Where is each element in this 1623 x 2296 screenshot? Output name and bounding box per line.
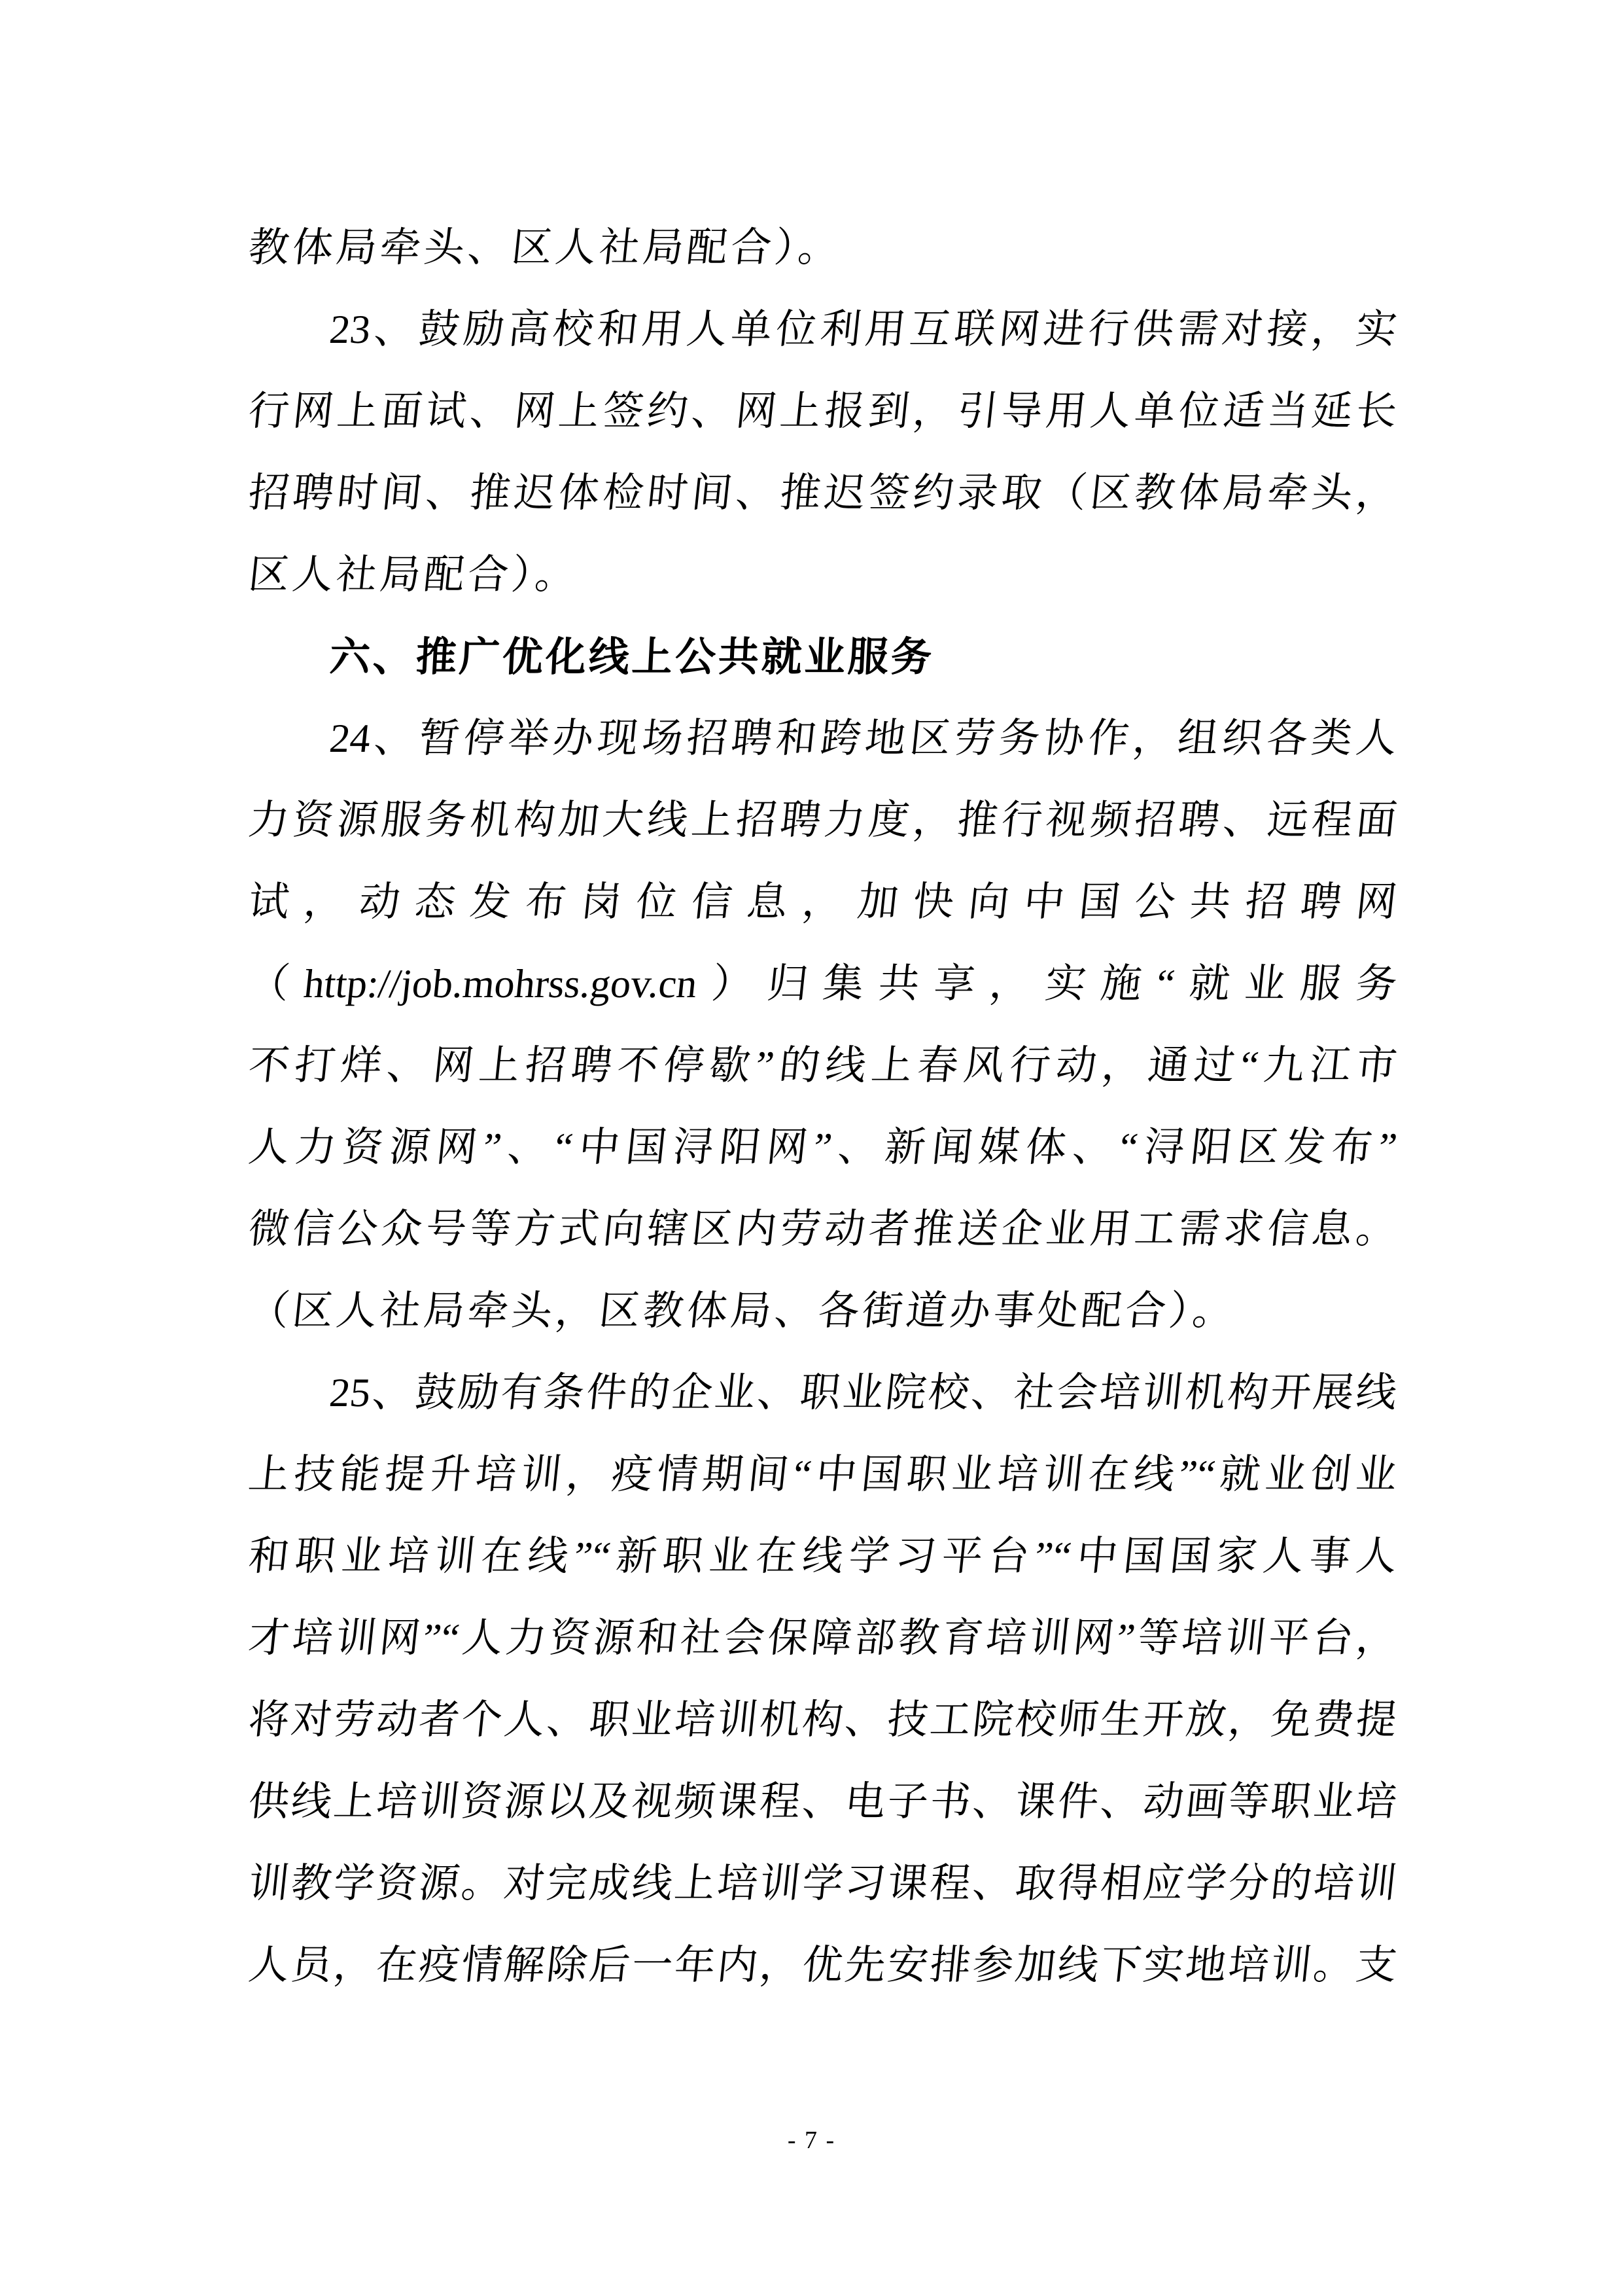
text-line: 人力资源网”、“中国浔阳网”、新闻媒体、“浔阳区发布” (246, 1125, 1399, 1170)
text-line: 25、鼓励有条件的企业、职业院校、社会培训机构开展线 (327, 1371, 1399, 1415)
text-line: 试，动态发布岗位信息，加快向中国公共招聘网 (246, 880, 1399, 925)
text-line: 微信公众号等方式向辖区内劳动者推送企业用工需求信息。 (246, 1207, 1399, 1252)
text-line: 24、暂停举办现场招聘和跨地区劳务协作，组织各类人 (327, 716, 1399, 761)
text-line: （区人社局牵头，区教体局、各街道办事处配合）。 (246, 1289, 1239, 1333)
text-line: 上技能提升培训，疫情期间“中国职业培训在线”“就业创业 (246, 1453, 1399, 1497)
text-line: 23、鼓励高校和用人单位利用互联网进行供需对接，实 (327, 308, 1399, 352)
text-line: 供线上培训资源以及视频课程、电子书、课件、动画等职业培 (246, 1780, 1399, 1824)
section-heading: 六、推广优化线上公共就业服务 (328, 635, 935, 680)
text-line: 教体局牵头、区人社局配合）。 (246, 226, 845, 270)
text-line: 招聘时间、推迟体检时间、推迟签约录取（区教体局牵头， (246, 471, 1399, 516)
text-line: 训教学资源。对完成线上培训学习课程、取得相应学分的培训 (246, 1862, 1399, 1906)
page-footer (0, 2126, 1623, 2155)
text-line: 区人社局配合）。 (246, 553, 582, 597)
page-number: - 7 - (787, 2127, 836, 2154)
text-line: （http://job.mohrss.gov.cn）归集共享，实施“就业服务 (246, 962, 1399, 1006)
text-line: 力资源服务机构加大线上招聘力度，推行视频招聘、远程面 (246, 798, 1399, 843)
text-line: 不打烊、网上招聘不停歇”的线上春风行动，通过“九江市 (246, 1044, 1399, 1088)
text-line: 行网上面试、网上签约、网上报到，引导用人单位适当延长 (246, 389, 1399, 434)
document-body (246, 207, 1399, 2007)
text-line: 将对劳动者个人、职业培训机构、技工院校师生开放，免费提 (246, 1698, 1399, 1742)
text-line: 人员，在疫情解除后一年内，优先安排参加线下实地培训。支 (246, 1943, 1399, 1988)
text-line: 和职业培训在线”“新职业在线学习平台”“中国国家人事人 (246, 1534, 1399, 1579)
text-line: 才培训网”“人力资源和社会保障部教育培训网”等培训平台， (246, 1616, 1399, 1661)
